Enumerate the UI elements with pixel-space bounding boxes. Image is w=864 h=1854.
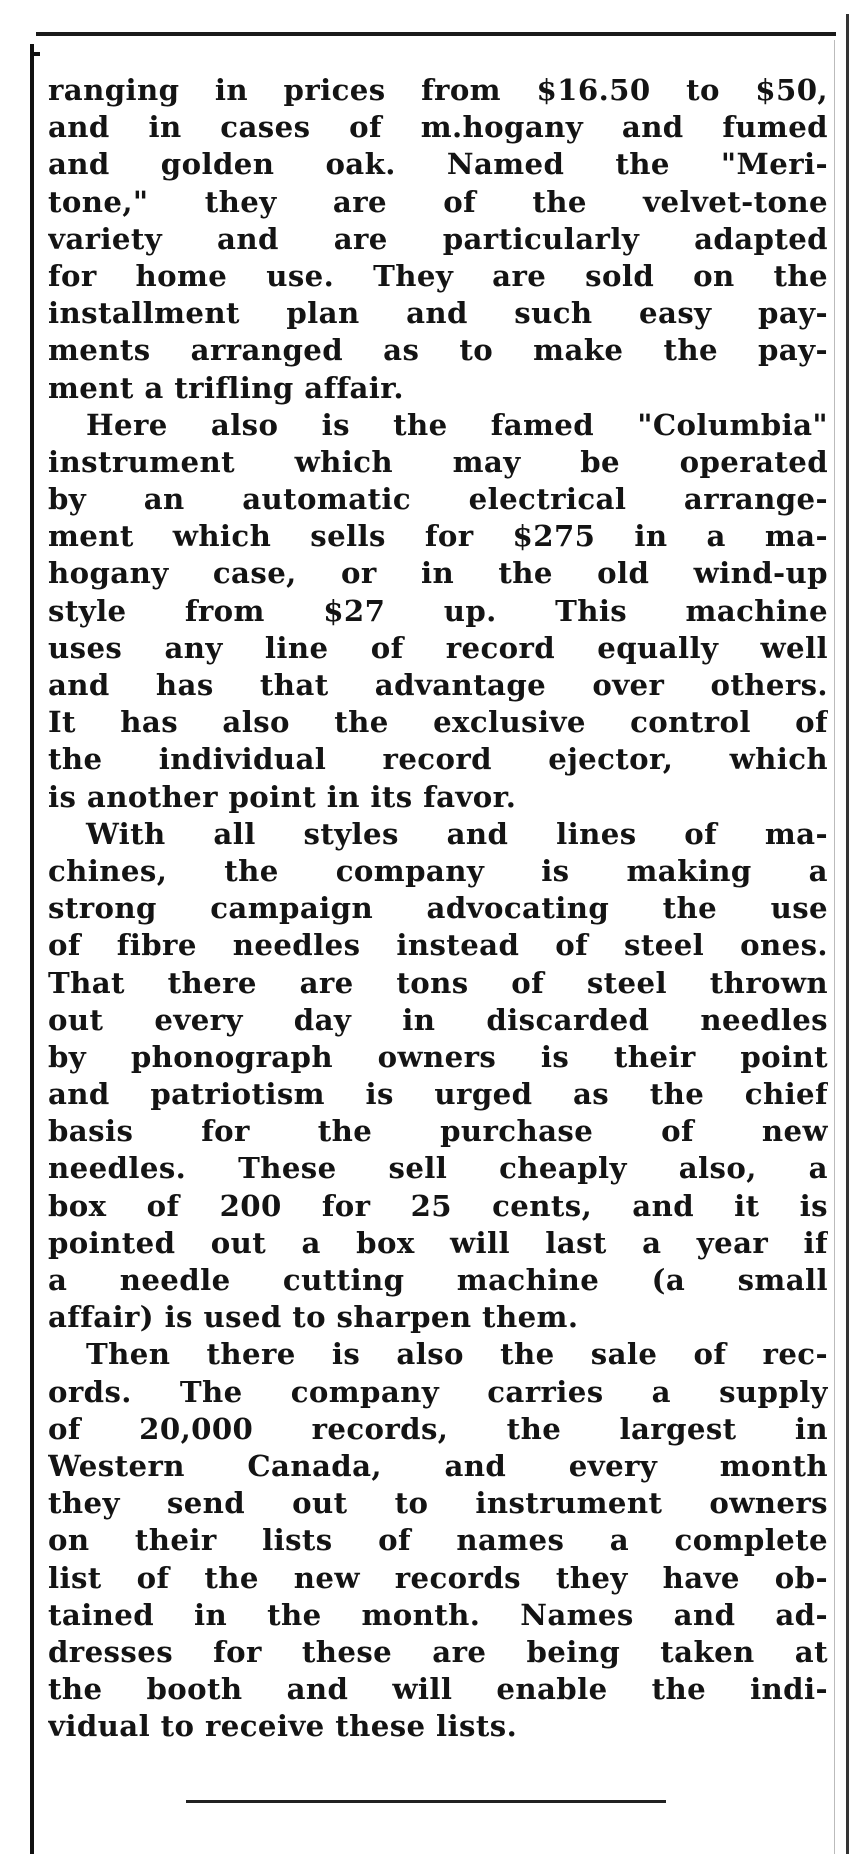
article-line: ords. The company carries a supply — [48, 1374, 828, 1409]
left-column-border — [30, 44, 34, 1854]
article-line: needles. These sell cheaply also, a — [48, 1151, 828, 1186]
left-column-bracket — [30, 52, 40, 56]
article-line: strong campaign advocating the use — [48, 891, 828, 926]
article-line: basis for the purchase of new — [48, 1114, 828, 1149]
article-line: vidual to receive these lists. — [48, 1709, 518, 1744]
article-line: installment plan and such easy pay- — [48, 296, 828, 331]
article-line: and in cases of m.hogany and fumed — [48, 110, 828, 145]
end-of-article-rule — [186, 1800, 666, 1803]
article-line: tained in the month. Names and ad- — [48, 1597, 828, 1632]
article-line: for home use. They are sold on the — [48, 258, 828, 293]
article-line: is another point in its favor. — [48, 779, 517, 814]
article-line: affair) is used to sharpen them. — [48, 1300, 579, 1335]
article-line: dresses for these are being taken at — [48, 1634, 828, 1669]
article-line: the booth and will enable the indi- — [48, 1672, 828, 1707]
article-line: ment which sells for $275 in a ma- — [48, 519, 828, 554]
article-body — [48, 72, 828, 1745]
article-line: It has also the exclusive control of — [48, 705, 828, 740]
top-column-rule — [36, 32, 836, 36]
article-line: and has that advantage over others. — [48, 668, 828, 702]
article-line: they send out to instrument owners — [48, 1486, 828, 1521]
article-line: by phonograph owners is their point — [48, 1039, 828, 1074]
article-line: Western Canada, and every month — [48, 1448, 828, 1483]
article-line: ments arranged as to make the pay- — [48, 333, 828, 368]
article-line: chines, the company is making a — [48, 853, 828, 888]
article-line: Here also is the famed "Columbia" — [86, 407, 828, 442]
article-line: list of the new records they have ob- — [48, 1560, 828, 1595]
article-line: That there are tons of steel thrown — [48, 965, 828, 1000]
article-line: and patriotism is urged as the chief — [48, 1077, 828, 1112]
article-line: variety and are particularly adapted — [48, 221, 828, 256]
article-line: hogany case, or in the old wind-up — [48, 556, 828, 591]
article-line: tone," they are of the velvet-tone — [48, 184, 828, 219]
article-line: out every day in discarded needles — [48, 1002, 828, 1037]
right-column-gutter-line — [834, 40, 835, 1854]
article-line: Then there is also the sale of rec- — [86, 1337, 828, 1372]
right-column-border — [846, 14, 849, 1854]
article-line: pointed out a box will last a year if — [48, 1225, 828, 1260]
article-line: of 20,000 records, the largest in — [48, 1411, 828, 1446]
article-line: With all styles and lines of ma- — [86, 816, 828, 851]
article-line: ranging in prices from $16.50 to $50, — [48, 73, 828, 107]
article-line: and golden oak. Named the "Meri- — [48, 147, 828, 182]
article-line: the individual record ejector, which — [48, 742, 828, 777]
article-line: of fibre needles instead of steel ones. — [48, 928, 828, 963]
article-line: instrument which may be operated — [48, 444, 828, 479]
article-line: ment a trifling affair. — [48, 370, 404, 405]
article-line: uses any line of record equally well — [48, 630, 828, 665]
article-line: on their lists of names a complete — [48, 1523, 828, 1558]
article-line: by an automatic electrical arrange- — [48, 482, 828, 517]
article-line: style from $27 up. This machine — [48, 593, 828, 628]
article-line: box of 200 for 25 cents, and it is — [48, 1188, 828, 1223]
article-line: a needle cutting machine (a small — [48, 1263, 828, 1297]
